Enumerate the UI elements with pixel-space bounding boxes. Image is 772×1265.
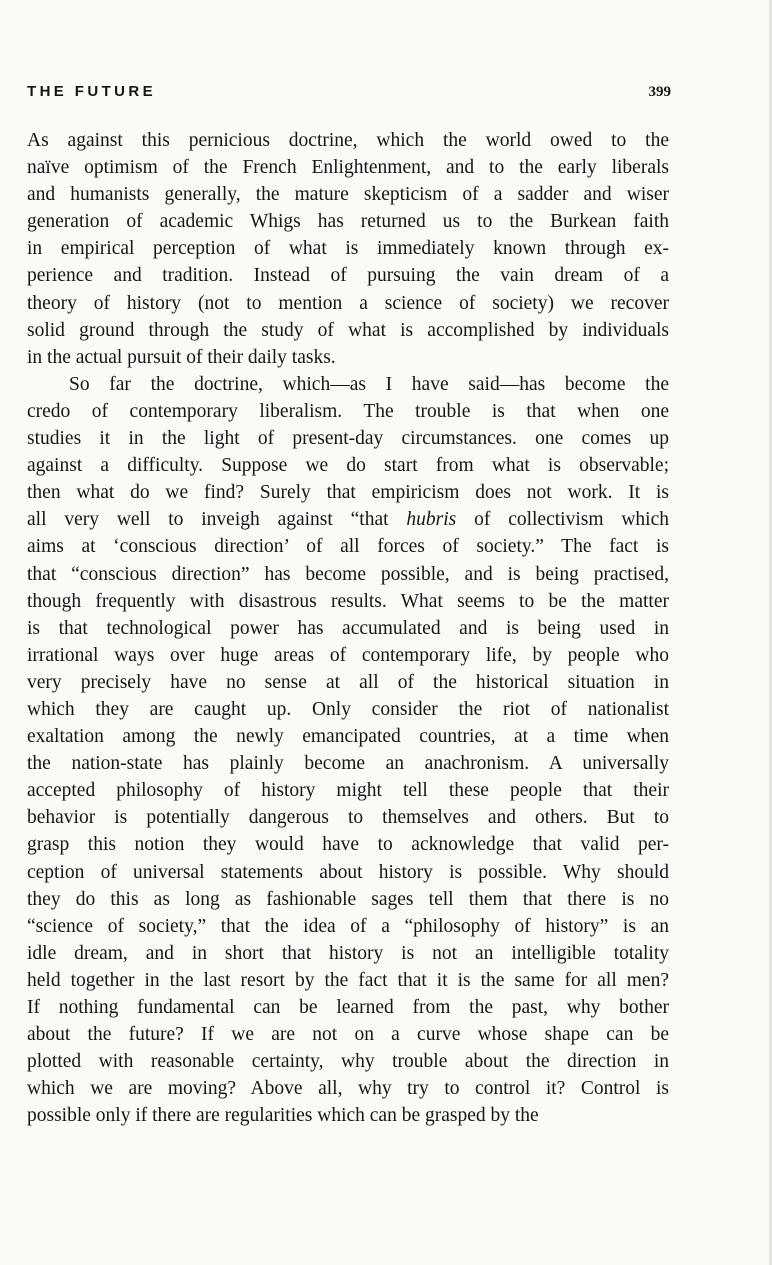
text-segment: then what do we find? Surely that empiricism does not work. It is [27,482,669,504]
text-segment: accepted philosophy of history might tell these people that their [27,780,669,802]
text-segment: is that technological power has accumulated and is being used in [27,617,669,639]
text-line [27,154,669,181]
italic-term: hubris [406,509,457,531]
text-segment: idle dream, and in short that history is not an intelligible totality [27,942,669,964]
text-segment: which they are caught up. Only consider the riot of nationalist [27,698,669,720]
text-line [27,804,669,831]
text-line [27,1075,669,1102]
text-segment: which we are moving? Above all, why try to control it? Control is [27,1078,669,1100]
text-line [27,615,669,642]
text-line [27,533,669,560]
text-segment: perience and tradition. Instead of pursuing the vain dream of a [27,265,669,287]
text-segment: though frequently with disastrous results. What seems to be the matter [27,590,669,612]
text-segment: behavior is potentially dangerous to themselves and others. But to [27,807,669,829]
text-line [27,317,669,344]
text-segment: plotted with reasonable certainty, why trouble about the direction in [27,1051,669,1073]
text-line [27,262,669,289]
text-line [27,398,669,425]
paragraph [27,127,669,371]
text-segment: So far the doctrine, which—as I have said—has become the [69,373,669,395]
text-line [27,750,669,777]
text-line [27,588,669,615]
text-line [27,1048,669,1075]
text-segment: generation of academic Whigs has returned us to the Burkean faith [27,211,669,233]
body-text [27,127,669,1129]
text-segment: grasp this notion they would have to acknowledge that valid per- [27,834,669,856]
text-line [27,425,669,452]
text-line [27,452,669,479]
text-segment: ception of universal statements about history is possible. Why should [27,861,669,883]
text-line [27,235,669,262]
text-segment: naïve optimism of the French Enlightenment, and to the early liberals [27,157,669,179]
text-segment: aims at ‘conscious direction’ of all forces of society.” The fact is [27,536,669,558]
text-line [27,886,669,913]
text-line [27,994,669,1021]
text-line [27,696,669,723]
text-line [27,479,669,506]
text-segment: about the future? If we are not on a curve whose shape can be [27,1024,669,1046]
text-segment: credo of contemporary liberalism. The trouble is that when one [27,400,669,422]
text-line [27,642,669,669]
text-line [27,723,669,750]
text-segment: irrational ways over huge areas of contemporary life, by people who [27,644,669,666]
text-segment: of collectivism which [456,509,670,531]
text-segment: in empirical perception of what is immediately known through ex- [27,238,669,260]
text-line [27,1102,669,1129]
text-segment: As against this pernicious doctrine, which the world owed to the [27,130,669,151]
text-line [27,831,669,858]
text-segment: If nothing fundamental can be learned from the past, why bother [27,997,669,1018]
text-segment: “science of society,” that the idea of a “philosophy of history” is an [27,915,669,937]
text-line [27,1021,669,1048]
text-segment: they do this as long as fashionable sages tell them that there is no [27,888,669,910]
text-segment: theory of history (not to mention a science of society) we recover [27,292,669,314]
text-line [27,506,669,533]
text-segment: against a difficulty. Suppose we do start from what is observable; [27,455,669,477]
text-segment: that “conscious direction” has become possible, and is being practised, [27,563,669,585]
text-line [27,777,669,804]
text-segment: studies it in the light of present-day circumstances. one comes up [27,428,669,450]
text-line [27,290,669,317]
text-line [27,344,669,371]
running-head [27,80,671,104]
text-line [27,913,669,940]
text-segment: and humanists generally, the mature skepticism of a sadder and wiser [27,184,669,206]
text-segment: solid ground through the study of what is accomplished by individuals [27,319,669,341]
text-segment: all very well to inveigh against “that [27,509,407,531]
text-segment: exaltation among the newly emancipated countries, at a time when [27,726,669,748]
text-line [27,669,669,696]
text-line [27,561,669,588]
text-line [27,127,669,154]
text-line [27,208,669,235]
page-number: 399 [648,84,671,100]
paragraph [27,371,669,1130]
text-line [27,181,669,208]
text-segment: very precisely have no sense at all of the historical situation in [27,671,669,693]
text-line [27,967,669,994]
text-line [27,859,669,886]
text-segment: the nation-state has plainly become an anachronism. A universally [27,753,669,775]
text-segment: possible only if there are regularities which can be grasped by the [27,1105,539,1127]
text-segment: held together in the last resort by the fact that it is the same for all men? [27,969,669,991]
text-line [27,371,669,398]
running-head-title: THE FUTURE [27,83,156,100]
text-segment: in the actual pursuit of their daily tasks. [27,346,336,368]
text-line [27,940,669,967]
